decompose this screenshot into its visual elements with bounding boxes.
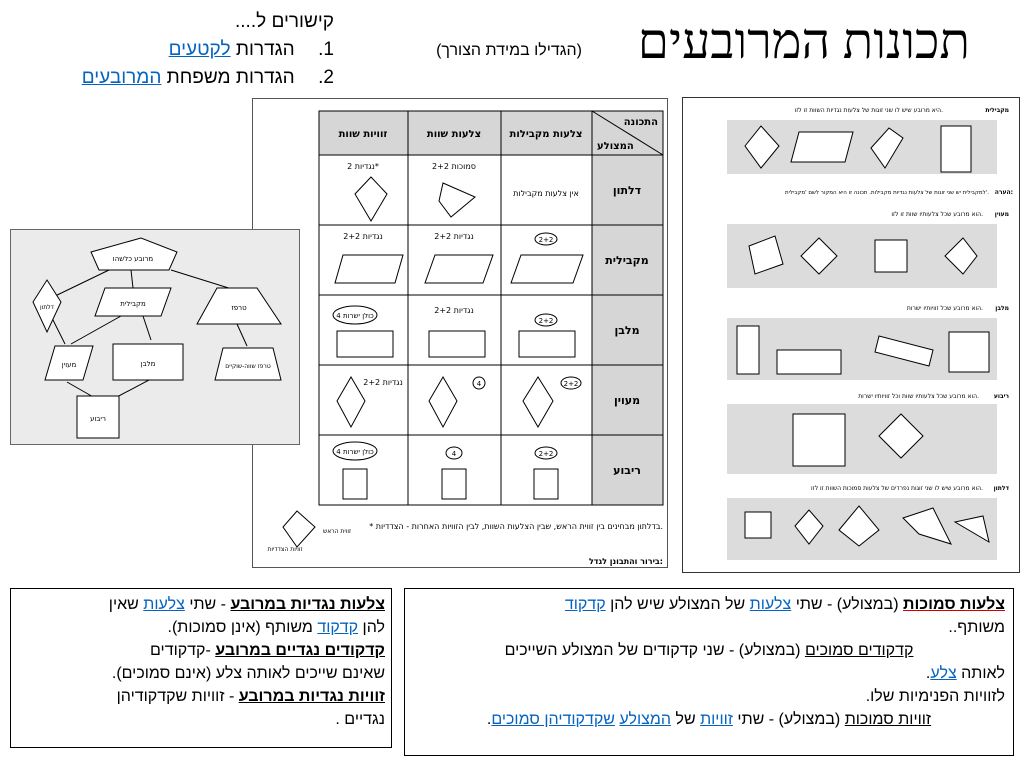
definition-text: (במצולע) - שני קדקודים של המצולע השייכים (504, 642, 801, 659)
definition-line (413, 662, 1005, 685)
page-subtitle: (הגדילו במידת הצורך) (436, 42, 582, 59)
footnote-label-head: זווית הראש (322, 528, 352, 535)
opposite-definitions-box (10, 588, 392, 748)
examples-text: למקבילית יש שני זוגות של צלעות נגדיות מקבילות. תכונה זו היא המקור לשם 'מקבילית'. (785, 190, 989, 196)
definition-adjacent-sides (413, 593, 1005, 616)
link-angles[interactable]: זוויות (700, 711, 733, 728)
table-row-name: ריבוע (613, 464, 641, 477)
link-polygon[interactable]: המצולע (619, 711, 672, 728)
table-cell-equal-angles: 2+2 נגדיות (343, 232, 383, 241)
table-col-header: צלעות שוות (426, 129, 482, 140)
table-row-name: דלתון (612, 184, 642, 197)
properties-table-svg (253, 99, 667, 567)
links-item-2 (14, 64, 334, 92)
table-cell-equal-sides: 4 (476, 380, 482, 388)
link-side[interactable]: צלע (930, 665, 957, 682)
diagram-node-parallelogram: מקבילית (120, 300, 146, 308)
node-general-shape (91, 238, 177, 270)
links-heading: קישורים ל.... (235, 11, 334, 32)
kite-shape (355, 177, 475, 221)
examples-text: הוא מרובע שכל צלעותיו שוות וכל זוויותיו ישרות. (858, 393, 979, 400)
link-vertex[interactable]: קדקוד (564, 596, 606, 613)
definition-adjacent-vertices (413, 639, 1005, 662)
table-cell-equal-sides: 2+2 נגדיות (434, 232, 474, 241)
examples-term: דלתון (993, 485, 1009, 492)
definition-text: של (675, 711, 696, 728)
link-sides[interactable]: צלעות (143, 596, 185, 613)
definition-opposite-vertices (17, 639, 385, 662)
definition-text: - שתי (189, 596, 226, 613)
table-col-header: זוויות שוות (338, 129, 388, 140)
properties-table-figure (252, 98, 668, 568)
links-item-number: 2. (318, 67, 334, 88)
link-quadrilaterals[interactable]: המרובעים (81, 67, 162, 88)
diagram-node-rhombus: מעוין (61, 361, 77, 369)
table-cell-parallel: 2+2 (538, 317, 554, 325)
diagram-node-kite: דלתון (40, 304, 54, 311)
table-cell-equal-angles: 4 כולן ישרות (336, 448, 374, 456)
links-block (14, 8, 334, 92)
table-cut-text: בירור והתבונן לגדל: (588, 557, 663, 566)
table-cell-equal-sides: 2+2 סמוכות (432, 162, 476, 171)
table-cell-equal-sides: 4 (451, 450, 457, 458)
definition-text: משותף.. (948, 619, 1005, 636)
table-cell-parallel: 2+2 (563, 380, 579, 388)
definition-opposite-angles (17, 685, 385, 708)
definition-line (17, 616, 385, 639)
examples-term: מלבן (995, 305, 1009, 312)
table-footnote: * בדלתון מבחינים בין זווית הראש, שבין הצלעות השוות, לבין הזוויות האחרות - הצדדיות. (369, 522, 663, 531)
diagram-node-general: מרובע כלשהו (112, 255, 154, 263)
term-adjacent-angles: זוויות סמוכות (844, 711, 932, 728)
definition-text: לזוויות הפנימיות שלו. (865, 688, 1005, 705)
term-opposite-sides: צלעות נגדיות במרובע (230, 596, 385, 613)
term-adjacent-vertices: קדקודים סמוכים (804, 642, 914, 659)
table-cell-parallel: אין צלעות מקבילות (513, 189, 579, 198)
links-item-text: הגדרות משפחת (166, 67, 295, 88)
table-cell-equal-angles: 4 כולן ישרות (336, 312, 374, 320)
examples-term: מקבילית (985, 107, 1009, 114)
table-cell-equal-angles: 2 נגדיות* (347, 162, 379, 171)
table-row-name: מעוין (613, 394, 641, 407)
page-title: תכונות המרובעים (637, 13, 970, 69)
definition-text: (במצולע) - שתי (737, 711, 841, 728)
definition-adjacent-angles (413, 708, 1005, 731)
definition-text: לאותה (961, 665, 1005, 682)
definition-text: נגדיים . (335, 711, 385, 728)
link-adjacent-vertices[interactable]: שקדקודיהן סמוכים (491, 711, 615, 728)
link-vertex[interactable]: קדקוד (317, 619, 359, 636)
kite-footnote-shape (283, 511, 315, 547)
definition-text: של המצולע שיש להן (610, 596, 746, 613)
footnote-label-side: זוויות הצדדיות (267, 546, 303, 553)
examples-term: ריבוע (993, 393, 1009, 400)
link-sides[interactable]: צלעות (749, 596, 792, 613)
term-opposite-angles: זוויות נגדיות במרובע (238, 688, 385, 705)
definition-text: . (925, 665, 931, 682)
definition-opposite-sides (17, 593, 385, 616)
examples-text: הוא מרובע שכל צלעותיו שוות זו לזו. (891, 211, 983, 218)
family-diagram-svg (11, 230, 299, 444)
table-col-header: צלעות מקבילות (509, 129, 583, 140)
definition-text: - זוויות שקדקודיהן (116, 688, 235, 705)
term-adjacent-sides: צלעות סמוכות (902, 596, 1005, 613)
diagram-node-trapezoid: טרפז (231, 304, 247, 312)
definition-text: שאין (108, 596, 139, 613)
diagram-node-rectangle: מלבן (140, 360, 156, 368)
examples-term: הערה: (994, 189, 1013, 196)
definition-text: (במצולע) - שתי (795, 596, 899, 613)
definition-text: שאינם שייכים לאותה צלע (אינם סמוכים). (111, 665, 385, 682)
definition-text: -קדקודים (150, 642, 211, 659)
links-item-text: הגדרות (235, 39, 295, 60)
table-cell-parallel: 2+2 (538, 450, 554, 458)
examples-svg (683, 98, 1019, 572)
examples-text: היא מרובע שיש לו שני זוגות של צלעות נגדיות השוות זו לזו. (794, 107, 943, 114)
diagram-node-square: ריבוע (90, 415, 106, 423)
table-corner-bottom: המצולע (597, 141, 634, 152)
table-cell-equal-angles: 2+2 נגדיות (363, 378, 403, 387)
table-cell-equal-sides: 2+2 נגדיות (434, 306, 474, 315)
table-row-name: מקבילית (605, 254, 649, 267)
link-segments[interactable]: לקטעים (168, 39, 231, 60)
definition-text: . (486, 711, 492, 728)
adjacent-definitions-box (404, 588, 1014, 756)
examples-text: הוא מרובע שיש לו שני זוגות נפרדים של צלעות סמוכות השוות זו לזו. (810, 485, 983, 492)
diagram-node-isosceles-trapezoid: טרפז שווה-שוקיים (225, 363, 271, 370)
links-item-number: 1. (318, 39, 334, 60)
definition-text: להן (362, 619, 385, 636)
examples-text: הוא מרובע שכל זוויותיו ישרות. (906, 305, 983, 312)
table-cell-parallel: 2+2 (538, 236, 554, 244)
quadrilateral-family-diagram (10, 229, 300, 445)
definitions-examples-figure (682, 97, 1020, 573)
table-row-name: מלבן (614, 324, 640, 337)
links-item-1 (14, 36, 334, 64)
table-corner-top: התכונה (623, 117, 658, 128)
definition-text: משותף (אינן סמוכות). (167, 619, 313, 636)
term-opposite-vertices: קדקודים נגדיים במרובע (215, 642, 385, 659)
examples-term: מעוין (994, 211, 1009, 218)
